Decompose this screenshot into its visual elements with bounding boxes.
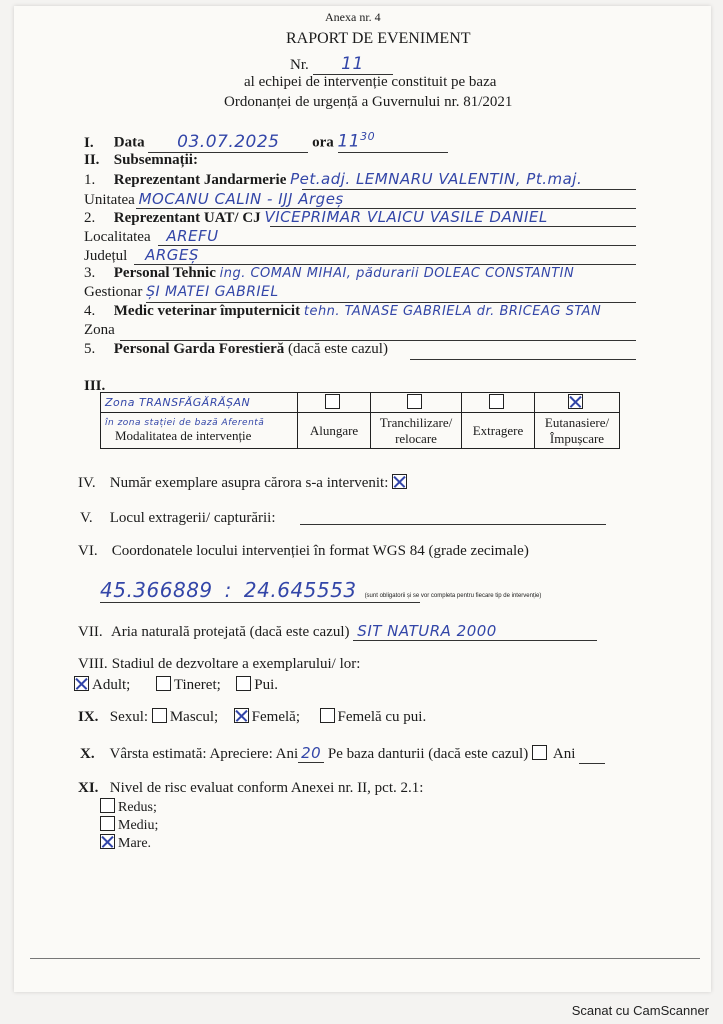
report-number xyxy=(290,54,393,75)
header-line-2: Ordonanței de urgență a Guvernului nr. 81/2021 xyxy=(224,94,513,110)
option-label: Tineret; xyxy=(173,677,221,693)
judetul-label: Județul xyxy=(84,248,128,264)
section-num: XI. xyxy=(78,780,99,796)
alungare-checkbox[interactable] xyxy=(325,394,340,409)
coordinates-row xyxy=(100,578,541,602)
mare-checkbox[interactable] xyxy=(100,834,115,849)
garda-row xyxy=(84,341,388,358)
page-divider xyxy=(30,958,700,959)
date-value: 03.07.2025 xyxy=(148,132,308,153)
subsemnatii-label: Subsemnații: xyxy=(113,152,198,168)
header-line-1: al echipei de intervenție constituit pe baza xyxy=(244,74,497,90)
unitatea-row xyxy=(84,190,344,209)
uat-value: VICEPRIMAR VLAICU VASILE DANIEL xyxy=(264,208,548,226)
option-label: Alungare xyxy=(298,413,371,449)
item-num: 2. xyxy=(84,210,96,226)
pui-checkbox[interactable] xyxy=(236,676,251,691)
modalitate-cell xyxy=(101,413,298,449)
judetul-row xyxy=(84,246,199,265)
annex-label: Anexa nr. 4 xyxy=(325,10,381,24)
option-label: Eutanasiere/ Împușcare xyxy=(535,413,620,449)
garda-note: (dacă este cazul) xyxy=(288,341,388,357)
section-num: X. xyxy=(80,746,95,762)
ani2-blank xyxy=(579,746,605,764)
latitude-value: 45.366889 xyxy=(100,578,213,602)
gestionar-row xyxy=(84,284,279,301)
coordonate-label: Coordonatele locului intervenției în format WGS 84 (grade zecimale) xyxy=(111,543,529,559)
section-num: VI. xyxy=(78,543,98,559)
risc-options xyxy=(100,798,158,852)
section-num: I. xyxy=(84,134,94,151)
option-label: Adult; xyxy=(92,677,131,693)
arie-value: SIT NATURA 2000 xyxy=(353,622,597,641)
judetul-value: ARGEȘ xyxy=(145,246,199,264)
option-label: Mare. xyxy=(118,836,152,851)
eutanasiere-checkbox[interactable] xyxy=(568,394,583,409)
section-subsemnatii xyxy=(84,152,198,169)
femela-cu-pui-checkbox[interactable] xyxy=(320,708,335,723)
extragere-checkbox[interactable] xyxy=(489,394,504,409)
section-coordonate xyxy=(78,543,529,560)
option-label: Femelă; xyxy=(251,709,300,725)
option-label: Mediu; xyxy=(118,818,159,833)
uat-label: Reprezentant UAT/ CJ xyxy=(113,210,261,226)
section-exemplare xyxy=(78,474,410,492)
longitude-value: 24.645553 xyxy=(243,578,357,602)
gestionar-value: ȘI MATEI GABRIEL xyxy=(146,284,279,300)
item-num: 1. xyxy=(84,172,96,188)
medic-label: Medic veterinar împuternicit xyxy=(113,303,301,319)
section-risc xyxy=(78,780,423,797)
nr-label: Nr. xyxy=(290,57,309,73)
dantura-checkbox[interactable] xyxy=(532,745,547,760)
item-num: 3. xyxy=(84,265,96,281)
varsta-label: Vârsta estimată: Apreciere: Ani xyxy=(109,746,299,762)
ora-hours: 11 xyxy=(337,131,361,152)
option-label: Extragere xyxy=(462,413,535,449)
tineret-checkbox[interactable] xyxy=(156,676,171,691)
ora-minutes: 30 xyxy=(360,130,376,143)
medic-row xyxy=(84,303,601,320)
nr-value: 11 xyxy=(313,54,393,75)
gestionar-label: Gestionar xyxy=(84,284,143,300)
option-label: Femelă cu pui. xyxy=(337,709,427,725)
ani-value: 20 xyxy=(298,744,324,763)
section-varsta xyxy=(80,744,605,764)
tehnic-label: Personal Tehnic xyxy=(113,265,216,281)
mascul-checkbox[interactable] xyxy=(152,708,167,723)
zona-row xyxy=(84,322,115,339)
localitatea-row xyxy=(84,227,219,246)
adult-checkbox[interactable] xyxy=(74,676,89,691)
option-checkbox-cell xyxy=(371,393,462,413)
option-checkbox-cell xyxy=(535,393,620,413)
garda-label: Personal Garda Forestieră xyxy=(113,341,285,357)
risc-label: Nivel de risc evaluat conform Anexei nr. II, pct. 2.1: xyxy=(109,780,424,796)
section-date xyxy=(84,130,448,153)
redus-checkbox[interactable] xyxy=(100,798,115,813)
option-checkbox-cell xyxy=(462,393,535,413)
item-num: 5. xyxy=(84,341,96,357)
risc-option xyxy=(100,798,158,816)
tehnic-value: ing. COMAN MIHAI, pădurarii DOLEAC CONSTANTIN xyxy=(219,266,575,281)
localitatea-label: Localitatea xyxy=(84,229,151,245)
sex-label: Sexul: xyxy=(109,709,149,725)
zona-value: Zona TRANSFĂGĂRĂȘAN xyxy=(105,396,251,409)
option-checkbox-cell xyxy=(298,393,371,413)
camscanner-watermark: Scanat cu CamScanner xyxy=(571,1003,709,1018)
risc-option xyxy=(100,816,158,834)
unitatea-label: Unitatea xyxy=(84,192,135,208)
coord-separator: : xyxy=(224,578,232,602)
ani2-label: Ani xyxy=(552,746,576,762)
zona-cell xyxy=(101,393,298,413)
date-label: Data xyxy=(113,134,145,151)
mediu-checkbox[interactable] xyxy=(100,816,115,831)
arie-label: Aria naturală protejată (dacă este cazul) xyxy=(110,624,350,640)
option-label: Tranchilizare/ relocare xyxy=(371,413,462,449)
option-label: Mascul; xyxy=(169,709,219,725)
section-num: IV. xyxy=(78,475,96,491)
section-num: III. xyxy=(84,378,106,394)
risc-option xyxy=(100,834,158,852)
section-stadiu xyxy=(78,656,360,673)
section-num: VII. xyxy=(78,624,103,640)
modalitate-label: Modalitatea de intervenție xyxy=(115,427,252,443)
section-arie xyxy=(78,622,597,641)
section-num: II. xyxy=(84,152,100,168)
zona-label: Zona xyxy=(84,322,115,338)
section-loc xyxy=(80,510,276,527)
exemplare-label: Număr exemplare asupra cărora s-a intervenit: xyxy=(109,475,389,491)
ora-value xyxy=(338,130,448,153)
localitatea-value: AREFU xyxy=(166,227,219,245)
medic-value: tehn. TANASE GABRIELA dr. BRICEAG STAN xyxy=(303,304,602,319)
jandarmerie-value: Pet.adj. LEMNARU VALENTIN, Pt.maj. xyxy=(290,170,583,188)
femela-checkbox[interactable] xyxy=(234,708,249,723)
section-num: VIII. xyxy=(78,656,108,672)
ora-label: ora xyxy=(312,134,334,151)
zona-sub: în zona stației de bază Aferentă xyxy=(105,417,265,428)
item-num: 4. xyxy=(84,303,96,319)
stadiu-label: Stadiul de dezvoltare a exemplarului/ lor: xyxy=(111,656,361,672)
report-title: RAPORT DE EVENIMENT xyxy=(286,30,471,47)
option-label: Redus; xyxy=(118,800,157,815)
stadiu-options xyxy=(74,676,278,694)
option-label: Pui. xyxy=(254,677,279,693)
exemplare-checkbox[interactable] xyxy=(392,474,407,489)
jandarmerie-row xyxy=(84,170,582,189)
tranchilizare-checkbox[interactable] xyxy=(407,394,422,409)
tehnic-row xyxy=(84,265,574,282)
coordinates-note: (sunt obligatorii și se vor completa pentru fiecare tip de intervenție) xyxy=(364,593,542,599)
jandarmerie-label: Reprezentant Jandarmerie xyxy=(113,172,287,188)
loc-label: Locul extragerii/ capturării: xyxy=(109,510,276,526)
section-num: IX. xyxy=(78,709,99,725)
unitatea-value: MOCANU CALIN - IJJ Argeș xyxy=(138,190,344,208)
uat-row xyxy=(84,208,548,227)
dantura-label: Pe baza danturii (dacă este cazul) xyxy=(327,746,529,762)
section-sex xyxy=(78,708,426,726)
section-num: V. xyxy=(80,510,93,526)
intervention-table xyxy=(100,392,620,449)
